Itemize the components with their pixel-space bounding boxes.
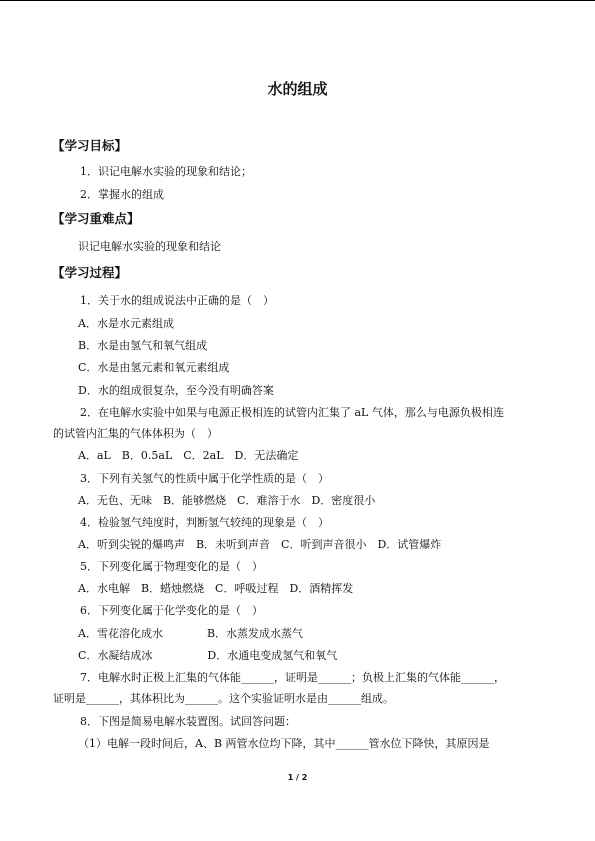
question-3-options: A．无色、无味 B．能够燃烧 C．难溶于水 D．密度很小 bbox=[78, 494, 376, 507]
question-2-options: A．aL B．0.5aL C．2aL D．无法确定 bbox=[78, 449, 299, 462]
question-3: 3．下列有关氢气的性质中属于化学性质的是（ ） bbox=[80, 472, 329, 485]
question-8: 8．下图是简易电解水装置图。试回答问题： bbox=[80, 715, 296, 728]
question-2-line-2: 的试管内汇集的气体体积为（ ） bbox=[53, 427, 218, 440]
goal-item-1: 1．识记电解水实验的现象和结论； bbox=[80, 165, 252, 178]
question-4: 4．检验氢气纯度时，判断氢气较纯的现象是（ ） bbox=[80, 516, 329, 529]
page-title: 水的组成 bbox=[267, 80, 328, 98]
section-heading-goals: 【学习目标】 bbox=[52, 138, 128, 153]
key-points-text: 识记电解水实验的现象和结论 bbox=[78, 240, 221, 253]
question-7-line-1: 7．电解水时正极上汇集的气体能______，证明是______；负极上汇集的气体能______， bbox=[80, 671, 505, 684]
question-1-option-c: C．水是由氢元素和氧元素组成 bbox=[78, 361, 230, 374]
question-8-part-1: （1）电解一段时间后，A、B 两管水位均下降，其中______管水位下降快，其原因是 bbox=[78, 737, 490, 750]
question-6-options-cd: C．水凝结成冰 D．水通电变成氢气和氧气 bbox=[78, 649, 338, 662]
question-5-options: A．水电解 B．蜡烛燃烧 C．呼吸过程 D．酒精挥发 bbox=[78, 582, 354, 595]
section-heading-process: 【学习过程】 bbox=[52, 265, 128, 280]
question-7-line-2: 证明是______，其体积比为______。这个实验证明水是由______组成。 bbox=[53, 692, 394, 705]
question-6-options-ab: A．雪花溶化成水 B．水蒸发成水蒸气 bbox=[78, 627, 304, 640]
goal-item-2: 2．掌握水的组成 bbox=[80, 188, 164, 201]
section-heading-key-points: 【学习重难点】 bbox=[52, 211, 140, 226]
question-1-option-d: D．水的组成很复杂，至今没有明确答案 bbox=[78, 384, 274, 397]
question-2-line-1: 2．在电解水实验中如果与电源正极相连的试管内汇集了 aL 气体，那么与电源负极相连 bbox=[80, 406, 504, 419]
question-1-option-b: B．水是由氢气和氧气组成 bbox=[78, 339, 208, 352]
question-6: 6．下列变化属于化学变化的是（ ） bbox=[80, 604, 263, 617]
question-1-option-a: A．水是水元素组成 bbox=[78, 317, 174, 330]
page-number: 1 / 2 bbox=[287, 773, 308, 782]
question-1: 1．关于水的组成说法中正确的是（ ） bbox=[80, 294, 274, 307]
question-4-options: A．听到尖锐的爆鸣声 B．未听到声音 C．听到声音很小 D．试管爆炸 bbox=[78, 538, 442, 551]
question-5: 5．下列变化属于物理变化的是（ ） bbox=[80, 560, 263, 573]
top-border-line bbox=[0, 0, 595, 1]
